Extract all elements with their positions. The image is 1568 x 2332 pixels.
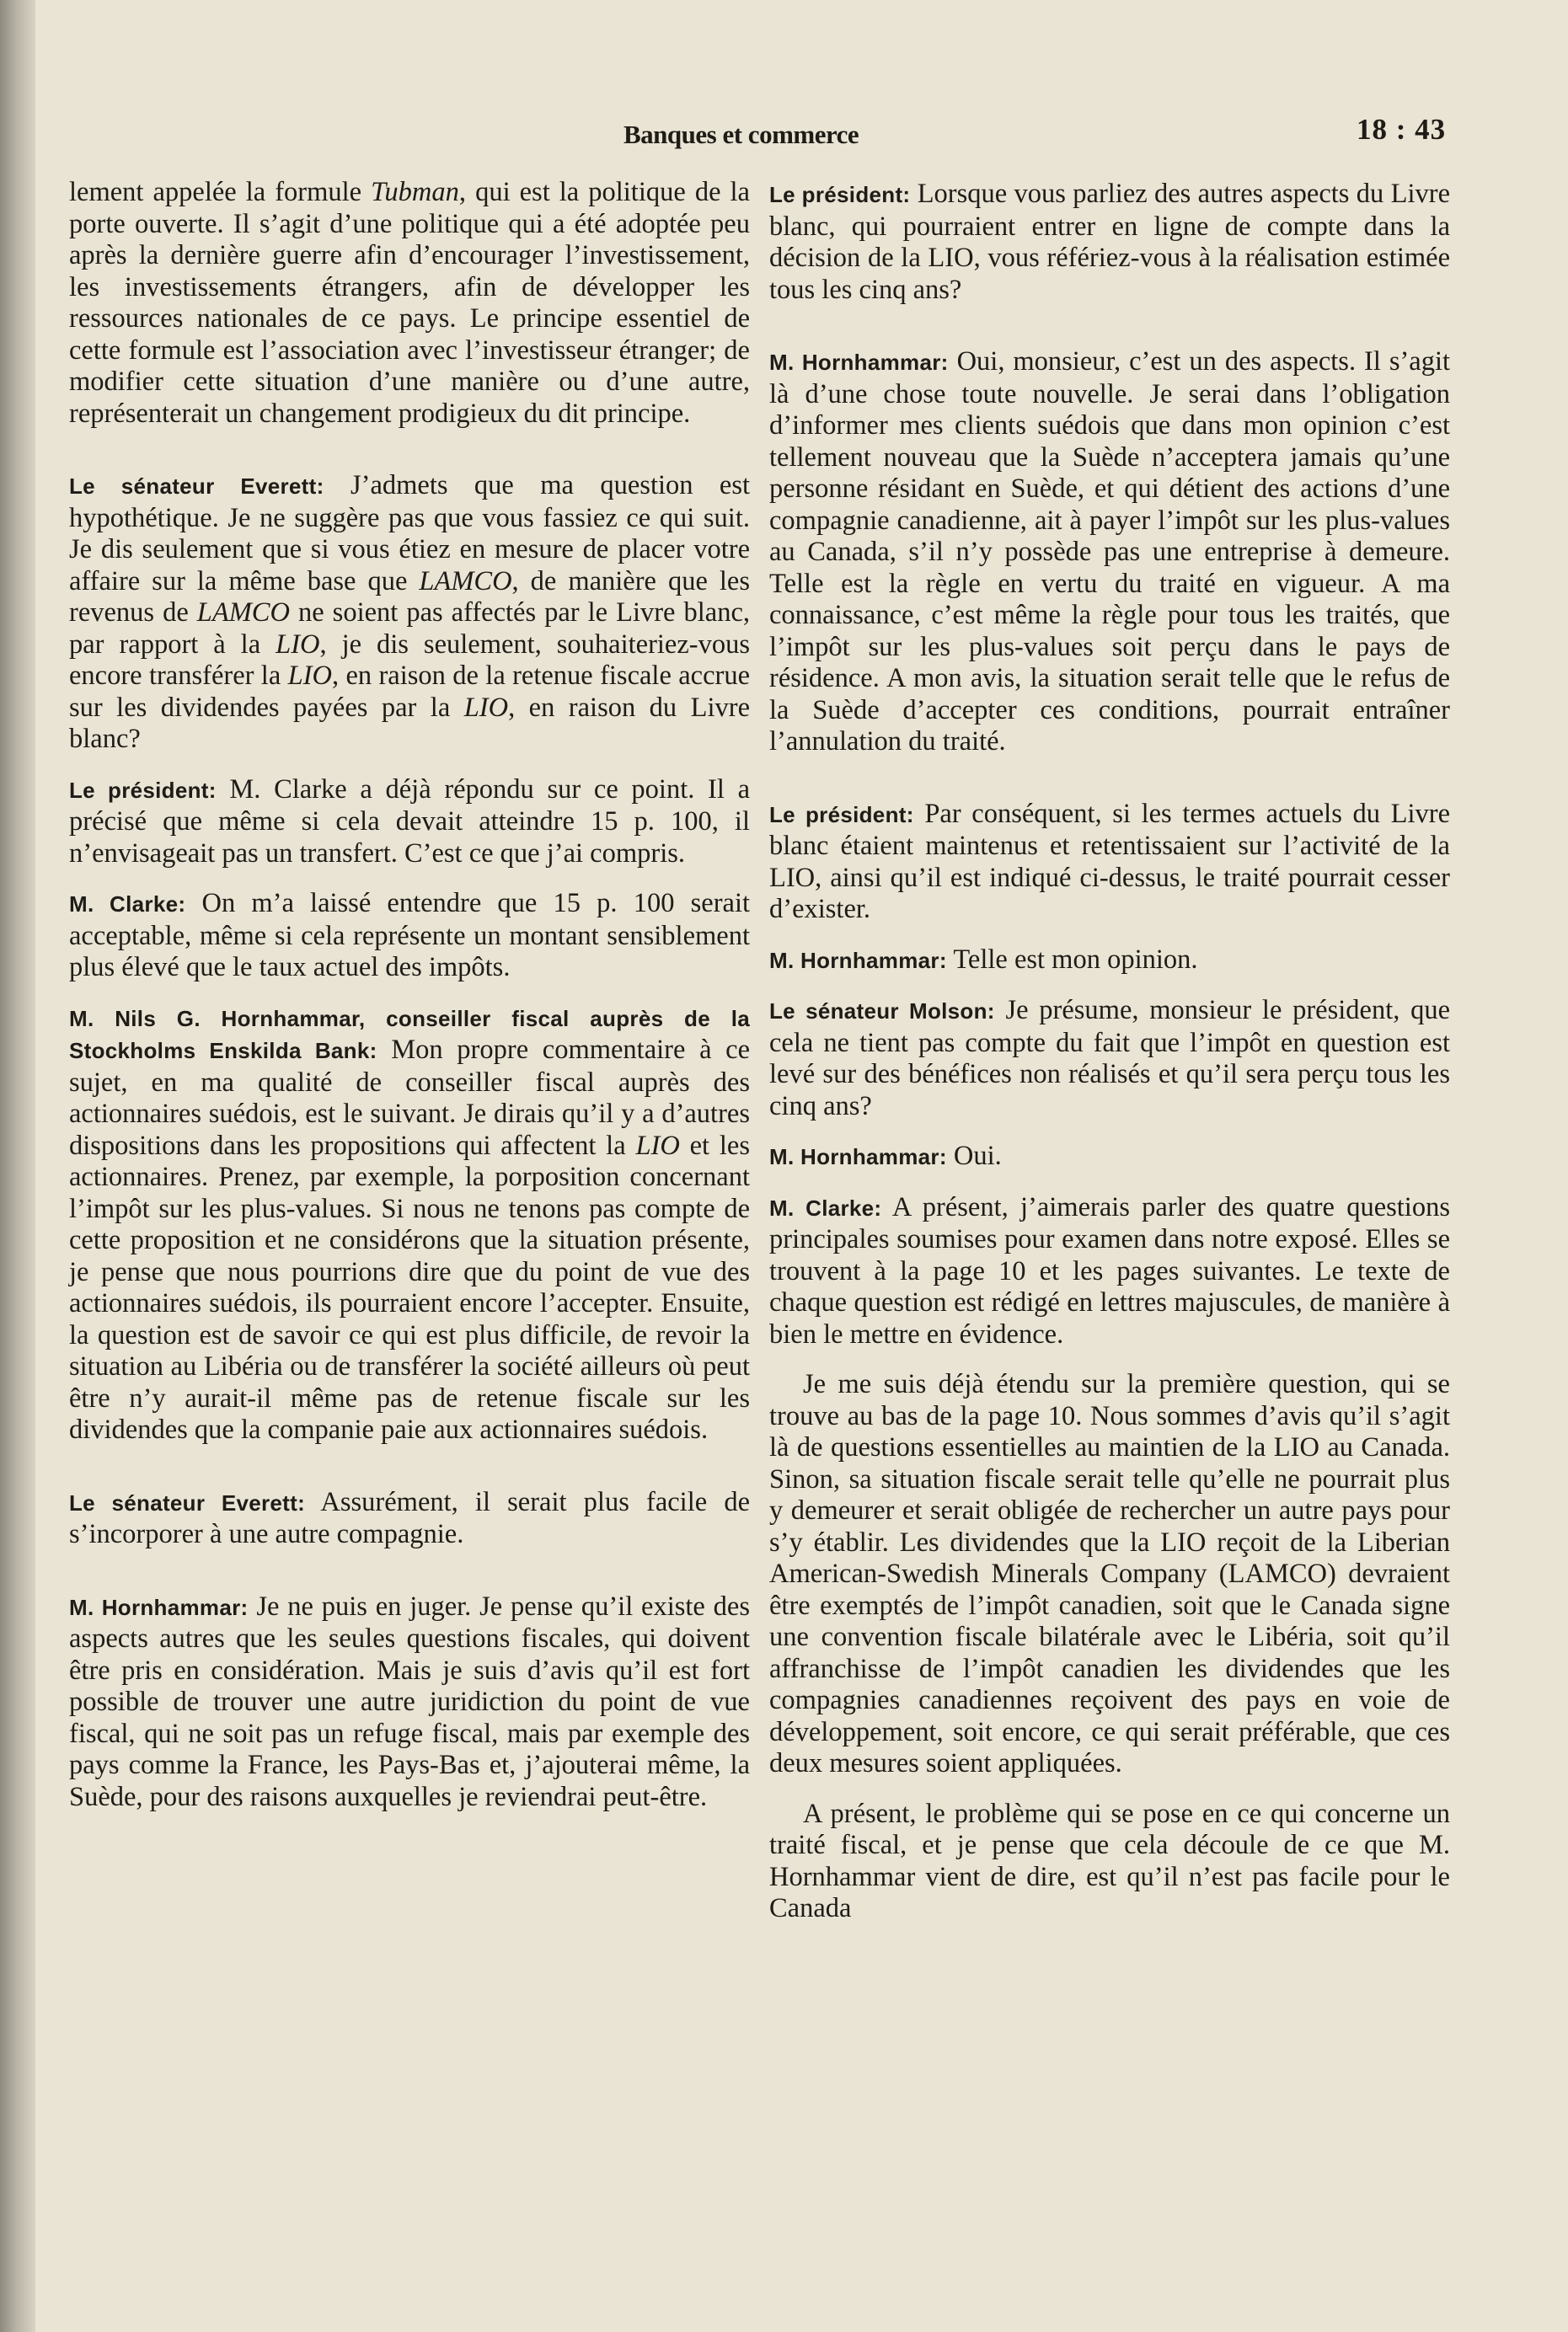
paragraph-text: Je ne puis en juger. Je pense qu’il existe des aspects autres que les seules questions fiscales, qui doivent être pris en considération. Mais je suis d’avis qu’il est fort possible de trouver une autre juridiction du point de vue fiscal, qui ne soit pas un refuge fiscal, mais par exemple des pays comme la France, les Pays-Bas et, j’ajouterai même, la Suède, pour des raisons auxquelles je reviendrai peut-être.	[69, 1591, 751, 1812]
running-title: Banques et commerce	[623, 120, 859, 149]
book-binding-shadow	[0, 0, 35, 2332]
paragraph-text: On m’a laissé entendre que 15 p. 100 serait acceptable, même si cela représente un montant sensiblement plus élevé que le taux actuel des impôts.	[69, 888, 751, 982]
paragraph	[69, 470, 750, 756]
speaker-label: Le président:	[769, 801, 914, 827]
speaker-label: M. Hornhammar:	[69, 1594, 249, 1620]
page-number: 18 : 43	[1357, 113, 1447, 146]
paragraph	[769, 1799, 1450, 1925]
paragraph	[769, 944, 1450, 977]
speaker-label: M. Hornhammar:	[769, 1144, 947, 1169]
paragraph-text: Lorsque vous parliez des autres aspects du Livre blanc, qui pourraient entrer en ligne de compte dans la décision de la LIO, vous référiez-vous à la réalisation estimée tous les cinq ans?	[769, 179, 1450, 305]
speaker-label: M. Clarke:	[69, 891, 186, 917]
speaker-label: Le président:	[69, 777, 217, 803]
paragraph	[69, 1003, 750, 1447]
paragraph-text: Oui, monsieur, c’est un des aspects. Il s’agit là d’une chose toute nouvelle. Je serai dans l’obligation d’informer mes clients suédois que dans mon opinion c’est tellement nouveau que la Suède n’acceptera jamais qu’une personne résidant en Suède, et qui détient des actions d’une compagnie canadienne, ait à payer l’impôt sur les plus-values au Canada, s’il n’y possède pas une entreprise à demeure. Telle est la règle en vertu du traité en vigueur. A ma connaissance, c’est même la règle pour tous les traités, que l’impôt sur les plus-values soit perçu dans le pays de résidence. A mon avis, la situation serait telle que le refus de la Suède d’accepter ces conditions, pourrait entraîner l’annulation du traité.	[769, 346, 1451, 757]
paragraph	[769, 1369, 1450, 1780]
paragraph-text: Assurément, il serait plus facile de s’incorporer à une autre compagnie.	[69, 1486, 750, 1549]
paragraph-text: J’admets que ma question est hypothétique. Je ne suggère pas que vous fassiez ce qui suit. Je dis seulement que si vous étiez en mesure de placer votre affaire sur la même base que LAMCO, de manière que les revenus de LAMCO ne soient pas affectés par le Livre blanc, par rapport à la LIO, je dis seulement, souhaiteriez-vous encore transférer la LIO, en raison de la retenue fiscale accrue sur les dividendes payées par la LIO, en raison du Livre blanc?	[69, 470, 751, 754]
speaker-label: M. Hornhammar:	[769, 947, 947, 973]
paragraph-text: A présent, j’aimerais parler des quatre questions principales soumises pour examen dans notre exposé. Elles se trouvent à la page 10 et les pages suivantes. Le texte de chaque question est rédigé en lettres majuscules, de manière à bien le mettre en évidence.	[769, 1191, 1450, 1350]
speaker-label: M. Clarke:	[769, 1195, 882, 1221]
paragraph-text: Par conséquent, si les termes actuels du Livre blanc étaient maintenus et retentissaient sur l’activité de la LIO, ainsi qu’il est indiqué ci-dessus, le traité pourrait cesser d’exister.	[769, 798, 1451, 924]
right-column	[769, 179, 1450, 1944]
paragraph	[769, 346, 1450, 758]
speaker-label: Le sénateur Everett:	[69, 473, 324, 499]
paragraph	[69, 1487, 750, 1551]
paragraph	[69, 1591, 750, 1814]
paragraph	[769, 799, 1450, 926]
paragraph-text: Telle est mon opinion.	[953, 944, 1198, 975]
speaker-label: Le sénateur Molson:	[769, 998, 995, 1024]
paragraph	[769, 1141, 1450, 1174]
paragraph	[69, 888, 750, 984]
paragraph-text: Je présume, monsieur le président, que cela ne tient pas compte du fait que l’impôt en question est levé sur des bénéfices non réalisés et qu’il sera perçu tous les cinq ans?	[769, 995, 1451, 1121]
paragraph-text: A présent, le problème qui se pose en ce qui concerne un traité fiscal, et je pense que cela découle de ce que M. Hornhammar vient de dire, est qu’il n’est pas facile pour le Canada	[769, 1798, 1450, 1923]
page-header	[0, 111, 1568, 162]
speaker-label: Le président:	[769, 182, 911, 207]
paragraph	[769, 179, 1450, 306]
speaker-label: M. Hornhammar:	[769, 350, 949, 375]
paragraph	[769, 995, 1450, 1122]
left-column	[69, 177, 750, 1832]
paragraph-text: Mon propre commentaire à ce sujet, en ma qualité de conseiller fiscal auprès des actionnaires suédois, est le suivant. Je dirais qu’il y a d’autres dispositions dans les propositions qui affectent la LIO et les actionnaires. Prenez, par exemple, la porposition concernant l’impôt sur les plus-values. Si nous ne tenons pas compte de cette proposition et ne considérons que la situation présente, je pense que nous pourrions dire que du point de vue des actionnaires suédois, ils pourraient encore l’accepter. Ensuite, la question est de savoir ce qui est plus difficile, de revoir la situation au Libéria ou de transférer la société ailleurs où peut être n’y aurait-il même pas de retenue fiscale sur les dividendes que la companie paie aux actionnaires suédois.	[69, 1035, 751, 1445]
paragraph	[69, 774, 750, 870]
paragraph	[769, 1192, 1450, 1351]
paragraph-text: lement appelée la formule Tubman, qui est la politique de la porte ouverte. Il s’agit d’une politique qui a été adoptée peu après la dernière guerre afin d’encourager l’investissement, les investissements étrangers, afin de développer les ressources nationales de ce pays. Le principe essentiel de cette formule est l’association avec l’investisseur étranger; de modifier cette situation d’une manière ou d’une autre, représenterait un changement prodigieux du dit principe.	[69, 177, 750, 429]
paragraph-text: M. Clarke a déjà répondu sur ce point. Il a précisé que même si cela devait atteindre 15 p. 100, il n’envisageait pas un transfert. C’est ce que j’ai compris.	[69, 773, 750, 869]
speaker-label: Le sénateur Everett:	[69, 1490, 306, 1516]
speaker-label: M. Nils G. Hornhammar, conseiller fiscal auprès de la Stockholms Enskilda Bank:	[69, 1005, 750, 1063]
paragraph-text: Je me suis déjà étendu sur la première question, qui se trouve au bas de la page 10. Nous sommes d’avis qu’il s’agit là de questions essentielles au maintien de la LIO au Canada. Sinon, sa situation fiscale serait telle qu’elle ne pourrait plus y demeurer et serait obligée de rechercher un autre pays pour s’y établir. Les dividendes que la LIO reçoit de la Liberian American-Swedish Minerals Company (LAMCO) devraient être exemptés de l’impôt canadien, soit que le Canada signe une convention fiscale bilatérale avec le Libéria, soit qu’il affranchisse de l’impôt canadien les dividendes que les compagnies canadiennes reçoivent des pays en voie de développement, soit encore, ce qui serait préférable, que ces deux mesures soient appliquées.	[769, 1369, 1450, 1778]
paragraph-text: Oui.	[953, 1141, 1002, 1171]
paragraph	[69, 177, 750, 430]
